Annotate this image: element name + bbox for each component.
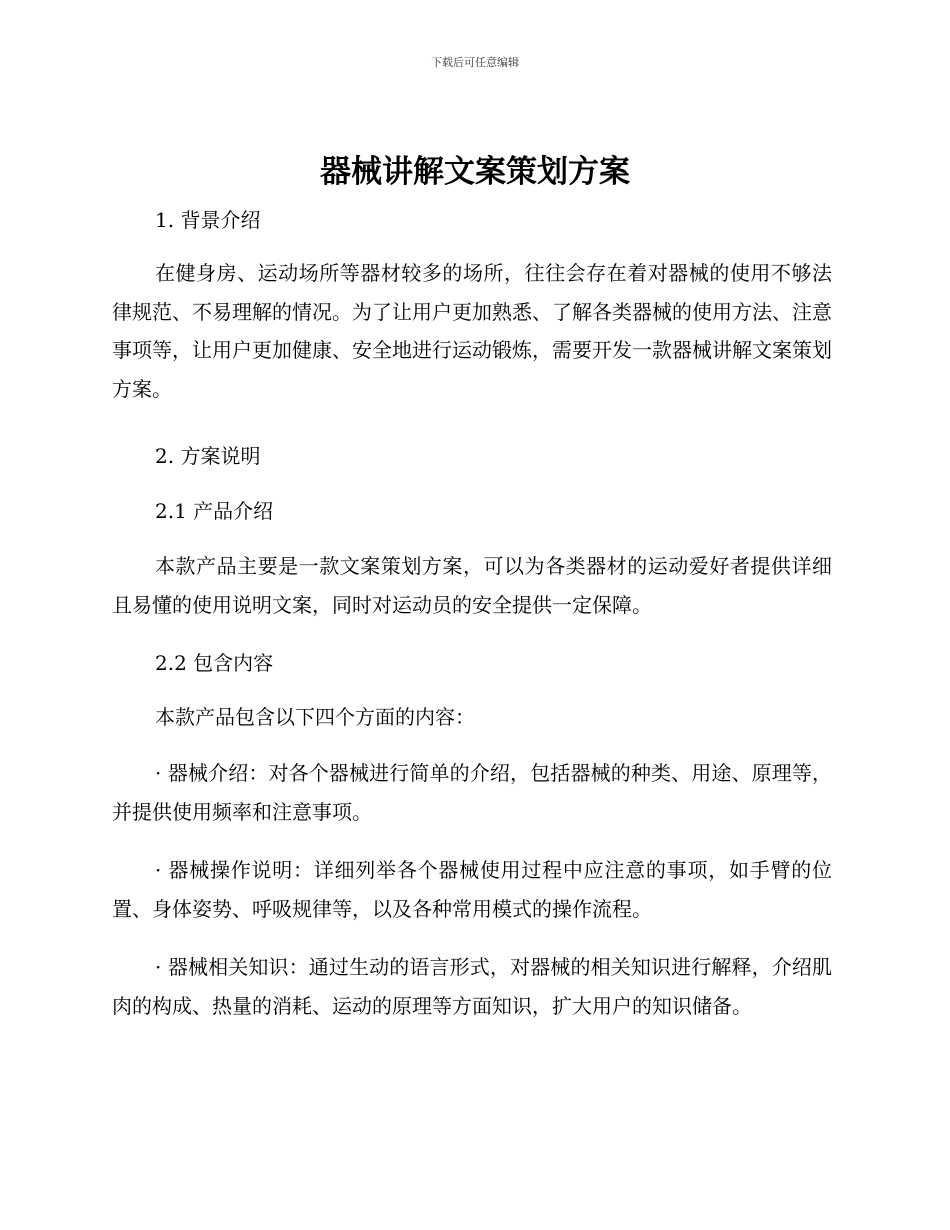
list-item-equipment-knowledge: · 器械相关知识：通过生动的语言形式，对器械的相关知识进行解释，介绍肌肉的构成、热量的消耗、运动的原理等方面知识，扩大用户的知识储备。: [112, 955, 832, 1018]
header-note: 下载后可任意编辑: [431, 56, 519, 69]
heading-product-intro: 2.1 产品介绍: [155, 499, 274, 523]
list-item-equipment-intro: · 器械介绍：对各个器械进行简单的介绍，包括器械的种类、用途、原理等，并提供使用频率和注意事项。: [112, 761, 832, 824]
heading-contents: 2.2 包含内容: [155, 651, 274, 675]
heading-plan: 2. 方案说明: [155, 444, 261, 468]
paragraph-background: 在健身房、运动场所等器材较多的场所，往往会存在着对器械的使用不够法律规范、不易理解的情况。为了让用户更加熟悉、了解各类器械的使用方法、注意事项等，让用户更加健康、安全地进行运动锻炼，需要开发一款器械讲解文案策划方案。: [112, 261, 832, 401]
paragraph-product-intro: 本款产品主要是一款文案策划方案，可以为各类器材的运动爱好者提供详细且易懂的使用说明文案，同时对运动员的安全提供一定保障。: [112, 554, 832, 617]
document-title: 器械讲解文案策划方案: [320, 154, 630, 190]
heading-background: 1. 背景介绍: [155, 208, 261, 232]
list-item-equipment-operation: · 器械操作说明：详细列举各个器械使用过程中应注意的事项，如手臂的位置、身体姿势、呼吸规律等，以及各种常用模式的操作流程。: [112, 858, 832, 921]
paragraph-contents-intro: 本款产品包含以下四个方面的内容：: [155, 705, 475, 729]
